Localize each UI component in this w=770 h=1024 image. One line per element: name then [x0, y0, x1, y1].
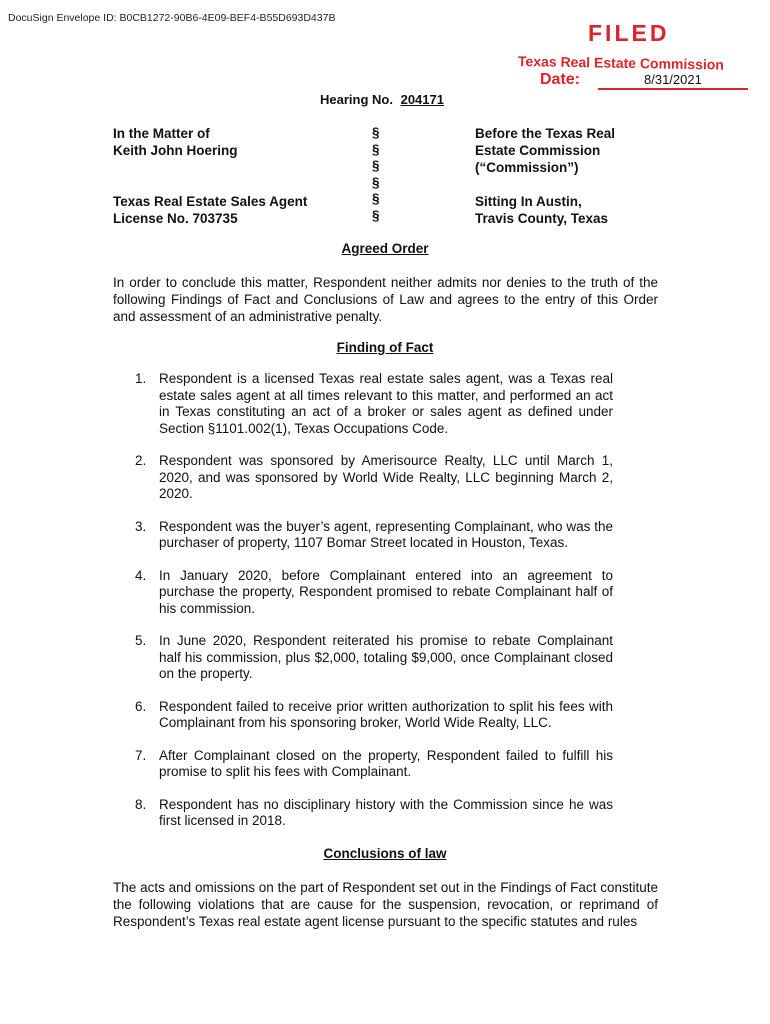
finding-text: Respondent failed to receive prior written authorization to split his fees with Complainant from his sponsoring broker, World Wide Realty, LLC.: [159, 698, 613, 730]
finding-item: [113, 519, 613, 552]
finding-text: In June 2020, Respondent reiterated his promise to rebate Complainant half his commission, plus $2,000, totaling $9,000, once Complainant closed on the property.: [159, 633, 613, 681]
caption-left-line: License No. 703735: [113, 211, 238, 226]
conclusions-intro: The acts and omissions on the part of Respondent set out in the Findings of Fact constitute the following violations that are cause for the suspension, revocation, or reprimand of Respondent’s Texas real estate agent license pursuant to the specific statutes and rules: [113, 880, 658, 929]
finding-item: [113, 748, 613, 781]
finding-number: 6.: [135, 698, 147, 714]
caption-right-line: Sitting In Austin,: [475, 194, 582, 209]
section-mark: §: [372, 125, 380, 140]
finding-number: 5.: [135, 633, 147, 648]
finding-number: 7.: [135, 747, 147, 763]
filed-stamp-dateline: [540, 71, 756, 91]
finding-text: Respondent was sponsored by Amerisource Realty, LLC until March 1, 2020, and was sponsored by World Wide Realty, LLC beginning March 2, 2020.: [159, 453, 613, 501]
finding-text: Respondent was the buyer’s agent, representing Complainant, who was the purchaser of property, 1107 Bomar Street located in Houston, Texas.: [159, 518, 613, 550]
caption-left-line: In the Matter of: [113, 126, 210, 141]
filed-stamp-agency: Texas Real Estate Commission: [517, 53, 725, 73]
hearing-label: Hearing No.: [320, 92, 393, 107]
finding-text: After Complainant closed on the property, Respondent failed to fulfill his promise to split his fees with Complainant.: [159, 747, 613, 779]
hearing-number-value: 204171: [400, 92, 444, 107]
finding-item: [113, 568, 613, 618]
finding-number: 4.: [135, 567, 147, 583]
filed-stamp-date-value: 8/31/2021: [644, 72, 702, 87]
caption-right-line: Travis County, Texas: [475, 211, 609, 226]
findings-heading: Finding of Fact: [336, 340, 434, 355]
finding-text: Respondent has no disciplinary history with the Commission since he was first licensed in 2018.: [159, 796, 613, 828]
finding-item: [113, 453, 613, 503]
finding-item: [113, 797, 613, 830]
conclusions-heading: Conclusions of law: [323, 846, 447, 861]
filed-stamp-date-rule: [598, 88, 748, 90]
finding-text: In January 2020, before Complainant entered into an agreement to purchase the property, Respondent promised to rebate Complainant half of his commission.: [159, 567, 613, 616]
finding-number: 3.: [135, 518, 147, 534]
caption-right-line: Before the Texas Real: [475, 126, 616, 141]
agreed-order-heading: Agreed Order: [341, 241, 429, 256]
caption-section-marks: [372, 125, 380, 224]
filed-stamp-title: FILED: [588, 20, 670, 46]
caption-right: [475, 125, 615, 227]
agreed-order-intro: In order to conclude this matter, Respondent neither admits nor denies to the truth of the following Findings of Fact and Conclusions of Law and agrees to the entry of this Order and assessment of an administrative penalty.: [113, 275, 658, 324]
finding-number: 8.: [135, 796, 147, 812]
finding-number: 1.: [135, 371, 147, 386]
findings-list: [113, 371, 613, 846]
docusign-envelope-id: DocuSign Envelope ID: B0CB1272-90B6-4E09-BEF4-B55D693D437B: [8, 12, 336, 24]
caption-left: [113, 125, 307, 227]
filed-stamp-date-label: Date:: [540, 71, 581, 88]
section-mark: §: [372, 207, 380, 223]
section-mark: §: [372, 141, 380, 157]
finding-number: 2.: [135, 453, 147, 468]
section-mark: §: [372, 191, 380, 206]
filed-stamp: [516, 20, 756, 91]
finding-item: [113, 371, 613, 437]
caption-right-line: Estate Commission: [475, 143, 601, 158]
section-mark: §: [372, 174, 380, 190]
caption-right-line: (“Commission”): [475, 160, 579, 175]
caption-left-line: Texas Real Estate Sales Agent: [113, 194, 308, 209]
finding-text: Respondent is a licensed Texas real estate sales agent, was a Texas real estate sales agent at all times relevant to this matter, and performed an act in Texas constituting an act of a broker or sales agent as defined under Section §1101.002(1), Texas Occupations Code.: [159, 371, 613, 436]
finding-item: [113, 699, 613, 732]
caption-left-line: Keith John Hoering: [113, 143, 238, 158]
hearing-number: [320, 92, 444, 107]
section-mark: §: [372, 158, 380, 173]
finding-item: [113, 633, 613, 683]
